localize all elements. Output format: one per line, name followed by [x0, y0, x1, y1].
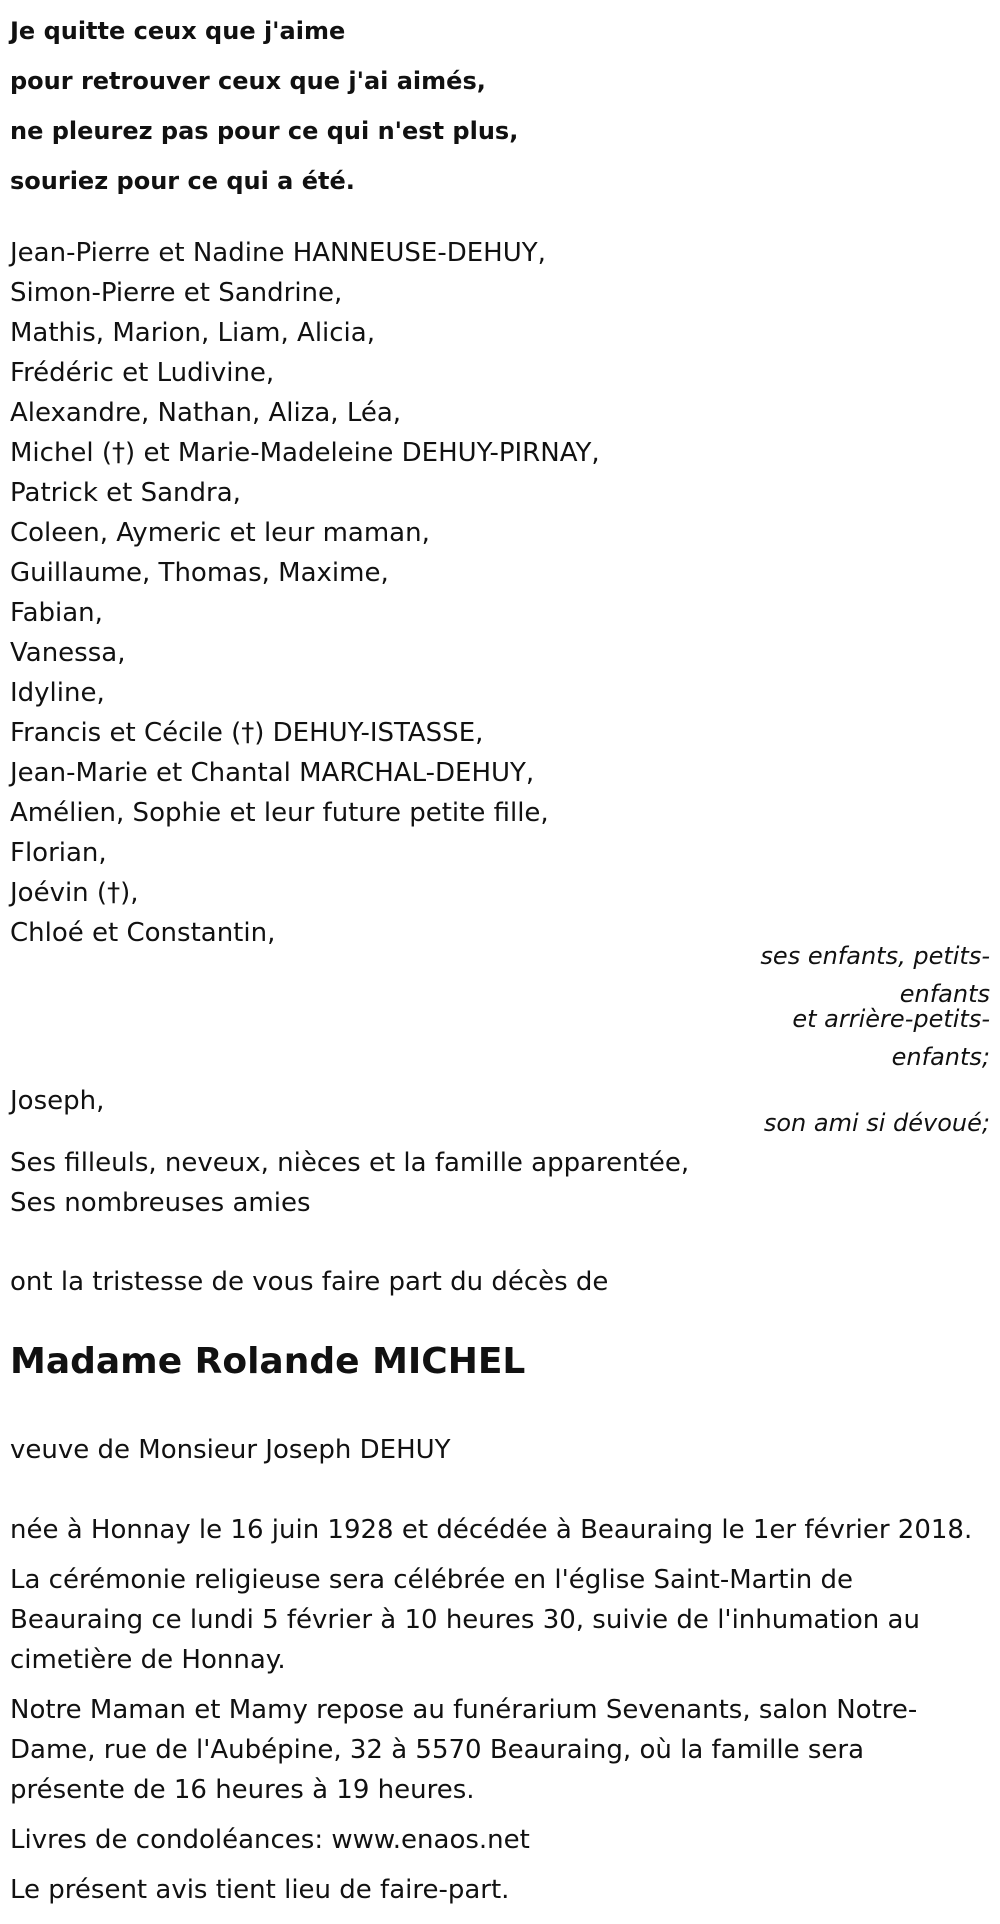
family-line: Frédéric et Ludivine,	[10, 358, 275, 388]
family-line: Amélien, Sophie et leur future petite fille,	[10, 798, 549, 828]
poem-line: pour retrouver ceux que j'ai aimés,	[10, 67, 486, 95]
relation-friend: son ami si dévoué;	[763, 1109, 990, 1137]
family-line: Coleen, Aymeric et leur maman,	[10, 518, 430, 548]
family-line: Florian,	[10, 838, 107, 868]
relation-great-grandchildren: et arrière-petits-enfants;	[792, 1005, 990, 1071]
spouse-line: veuve de Monsieur Joseph DEHUY	[10, 1435, 451, 1465]
family-line: Chloé et Constantin,	[10, 918, 276, 948]
announcement-intro: ont la tristesse de vous faire part du décès de	[10, 1267, 609, 1297]
family-line: Guillaume, Thomas, Maxime,	[10, 558, 389, 588]
poem	[10, 6, 710, 206]
family-line: Simon-Pierre et Sandrine,	[10, 278, 343, 308]
family-line: Jean-Pierre et Nadine HANNEUSE-DEHUY,	[10, 238, 546, 268]
family-line: Michel (†) et Marie-Madeleine DEHUY-PIRNAY,	[10, 438, 600, 468]
family-line: Fabian,	[10, 598, 103, 628]
family-line: Patrick et Sandra,	[10, 478, 241, 508]
family-line: Idyline,	[10, 678, 105, 708]
family-line: Ses nombreuses amies	[10, 1188, 311, 1218]
family-line: Jean-Marie et Chantal MARCHAL-DEHUY,	[10, 758, 535, 788]
family-list	[10, 233, 710, 953]
family-line: Vanessa,	[10, 638, 126, 668]
family-line: Ses filleuls, neveux, nièces et la famille apparentée,	[10, 1148, 690, 1178]
ceremony-paragraph: La cérémonie religieuse sera célébrée en l'église Saint-Martin de Beauraing ce lundi 5 février à 10 heures 30, suivie de l'inhumation au cimetière de Honnay.	[10, 1565, 920, 1675]
family-line-joseph: Joseph,	[10, 1086, 105, 1116]
poem-line: Je quitte ceux que j'aime	[10, 17, 346, 45]
family-line: Joévin (†),	[10, 878, 139, 908]
family-line: Alexandre, Nathan, Aliza, Léa,	[10, 398, 402, 428]
notice-line: Le présent avis tient lieu de faire-part.	[10, 1875, 510, 1905]
funeral-details	[10, 1510, 985, 1920]
funerarium-paragraph: Notre Maman et Mamy repose au funérarium Sevenants, salon Notre-Dame, rue de l'Aubépine, 32 à 5570 Beauraing, où la famille sera présente de 16 heures à 19 heures.	[10, 1695, 918, 1805]
birth-death-line: née à Honnay le 16 juin 1928 et décédée à Beauraing le 1er février 2018.	[10, 1515, 973, 1545]
family-line: Mathis, Marion, Liam, Alicia,	[10, 318, 375, 348]
poem-line: souriez pour ce qui a été.	[10, 167, 355, 195]
deceased-name: Madame Rolande MICHEL	[10, 1341, 526, 1382]
relation-children: ses enfants, petits-enfants	[760, 942, 990, 1008]
poem-line: ne pleurez pas pour ce qui n'est plus,	[10, 117, 519, 145]
family-line: Francis et Cécile (†) DEHUY-ISTASSE,	[10, 718, 484, 748]
condolences-line: Livres de condoléances: www.enaos.net	[10, 1825, 530, 1855]
other-relatives	[10, 1143, 689, 1223]
